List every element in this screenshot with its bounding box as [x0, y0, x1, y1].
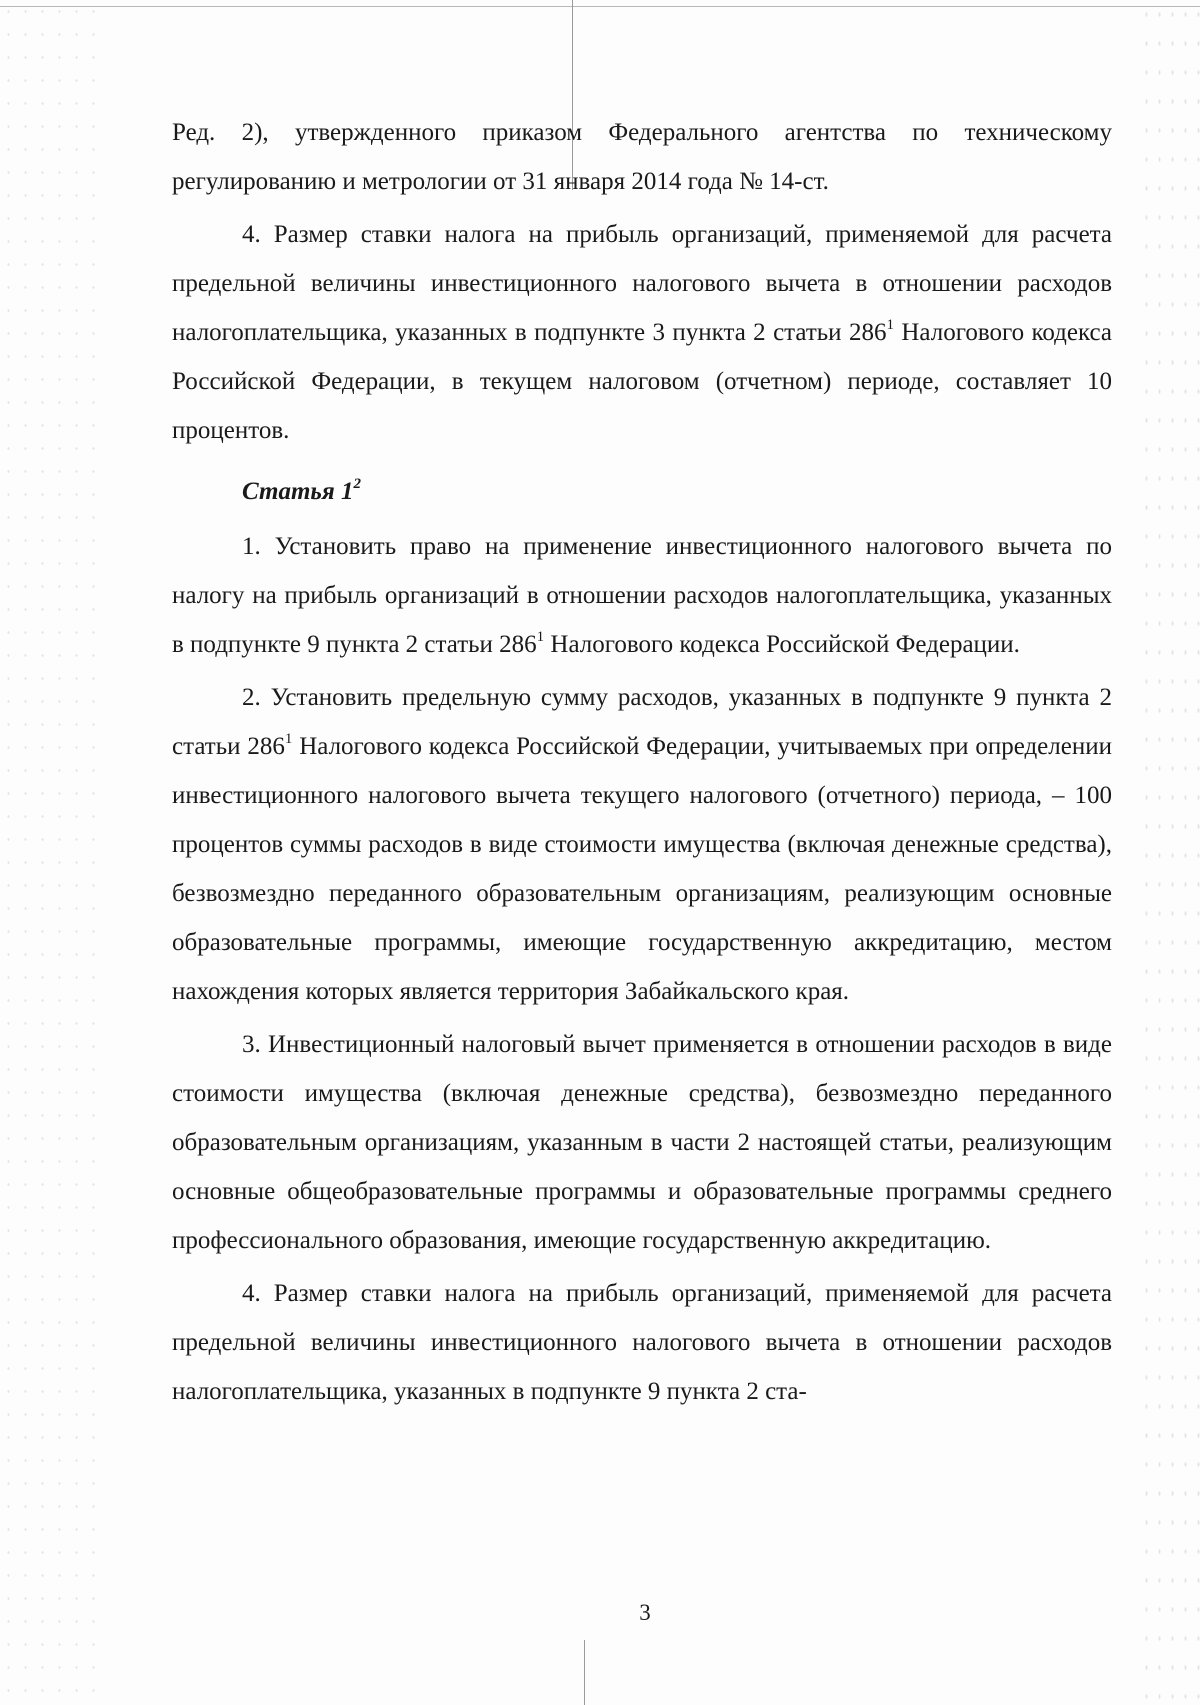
paragraph-text: Налогового кодекса Российской Федерации. [544, 631, 1020, 658]
paragraph-item-4 [172, 1269, 1112, 1416]
superscript: 1 [536, 628, 545, 645]
document-body [172, 108, 1112, 1416]
paragraph-text: 4. Размер ставки налога на прибыль организаций, применяемой для расчета предельной величины инвестиционного налогового вычета в отношении расходов налогоплательщика, указанных в подпункте 9 пункта 2 ста- [172, 1280, 1112, 1405]
paragraph-item-3 [172, 1020, 1112, 1265]
scan-noise-left [0, 0, 95, 1705]
paragraph-text: 2. Установить предельную сумму расходов, указанных в подпункте 9 пункта 2 статьи 286 [172, 684, 1112, 760]
paragraph-text: Налогового кодекса Российской Федерации, учитываемых при определении инвестиционного налогового вычета текущего налогового (отчетного) периода, – 100 процентов суммы расходов в виде стоимости имущества (включая денежные средства), безвозмездно переданного образовательным организациям, реализующим основные образовательные программы, имеющие государственную аккредитацию, местом нахождения которых является территория Забайкальского края. [172, 733, 1112, 1005]
paragraph-item-2 [172, 673, 1112, 1016]
paragraph-text: Налогового кодекса Российской Федерации, в текущем налоговом (отчетном) периоде, составляет 10 процентов. [172, 319, 1112, 444]
paragraph-text: Ред. 2), утвержденного приказом Федерального агентства по техническому регулированию и метрологии от 31 января 2014 года № 14-ст. [172, 119, 1112, 195]
article-heading-text: Статья 1 [242, 478, 354, 505]
paragraph-item-1 [172, 522, 1112, 669]
paragraph-text: 1. Установить право на применение инвестиционного налогового вычета по налогу на прибыль организаций в отношении расходов налогоплательщика, указанных в подпункте 9 пункта 2 статьи 286 [172, 533, 1112, 658]
article-heading [172, 467, 1112, 516]
superscript: 1 [886, 316, 894, 333]
paragraph-item-4-tax-rate [172, 210, 1112, 455]
scan-fold-line-bottom [584, 1640, 585, 1705]
paragraph-text: 3. Инвестиционный налоговый вычет применяется в отношении расходов в виде стоимости имущества (включая денежные средства), безвозмездно переданного образовательным организациям, указанным в части 2 настоящей статьи, реализующим основные общеобразовательные программы и образовательные программы среднего профессионального образования, имеющие государственную аккредитацию. [172, 1031, 1112, 1254]
superscript: 2 [353, 475, 361, 492]
paragraph-text: 4. Размер ставки налога на прибыль организаций, применяемой для расчета предельной величины инвестиционного налогового вычета в отношении расходов налогоплательщика, указанных в подпункте 3 пункта 2 статьи 286 [172, 221, 1112, 346]
scan-noise-right [1140, 0, 1200, 1705]
paragraph-continuation [172, 108, 1112, 206]
scan-top-rule [0, 6, 1200, 7]
superscript: 1 [284, 730, 293, 747]
page-number: 3 [639, 1600, 651, 1625]
